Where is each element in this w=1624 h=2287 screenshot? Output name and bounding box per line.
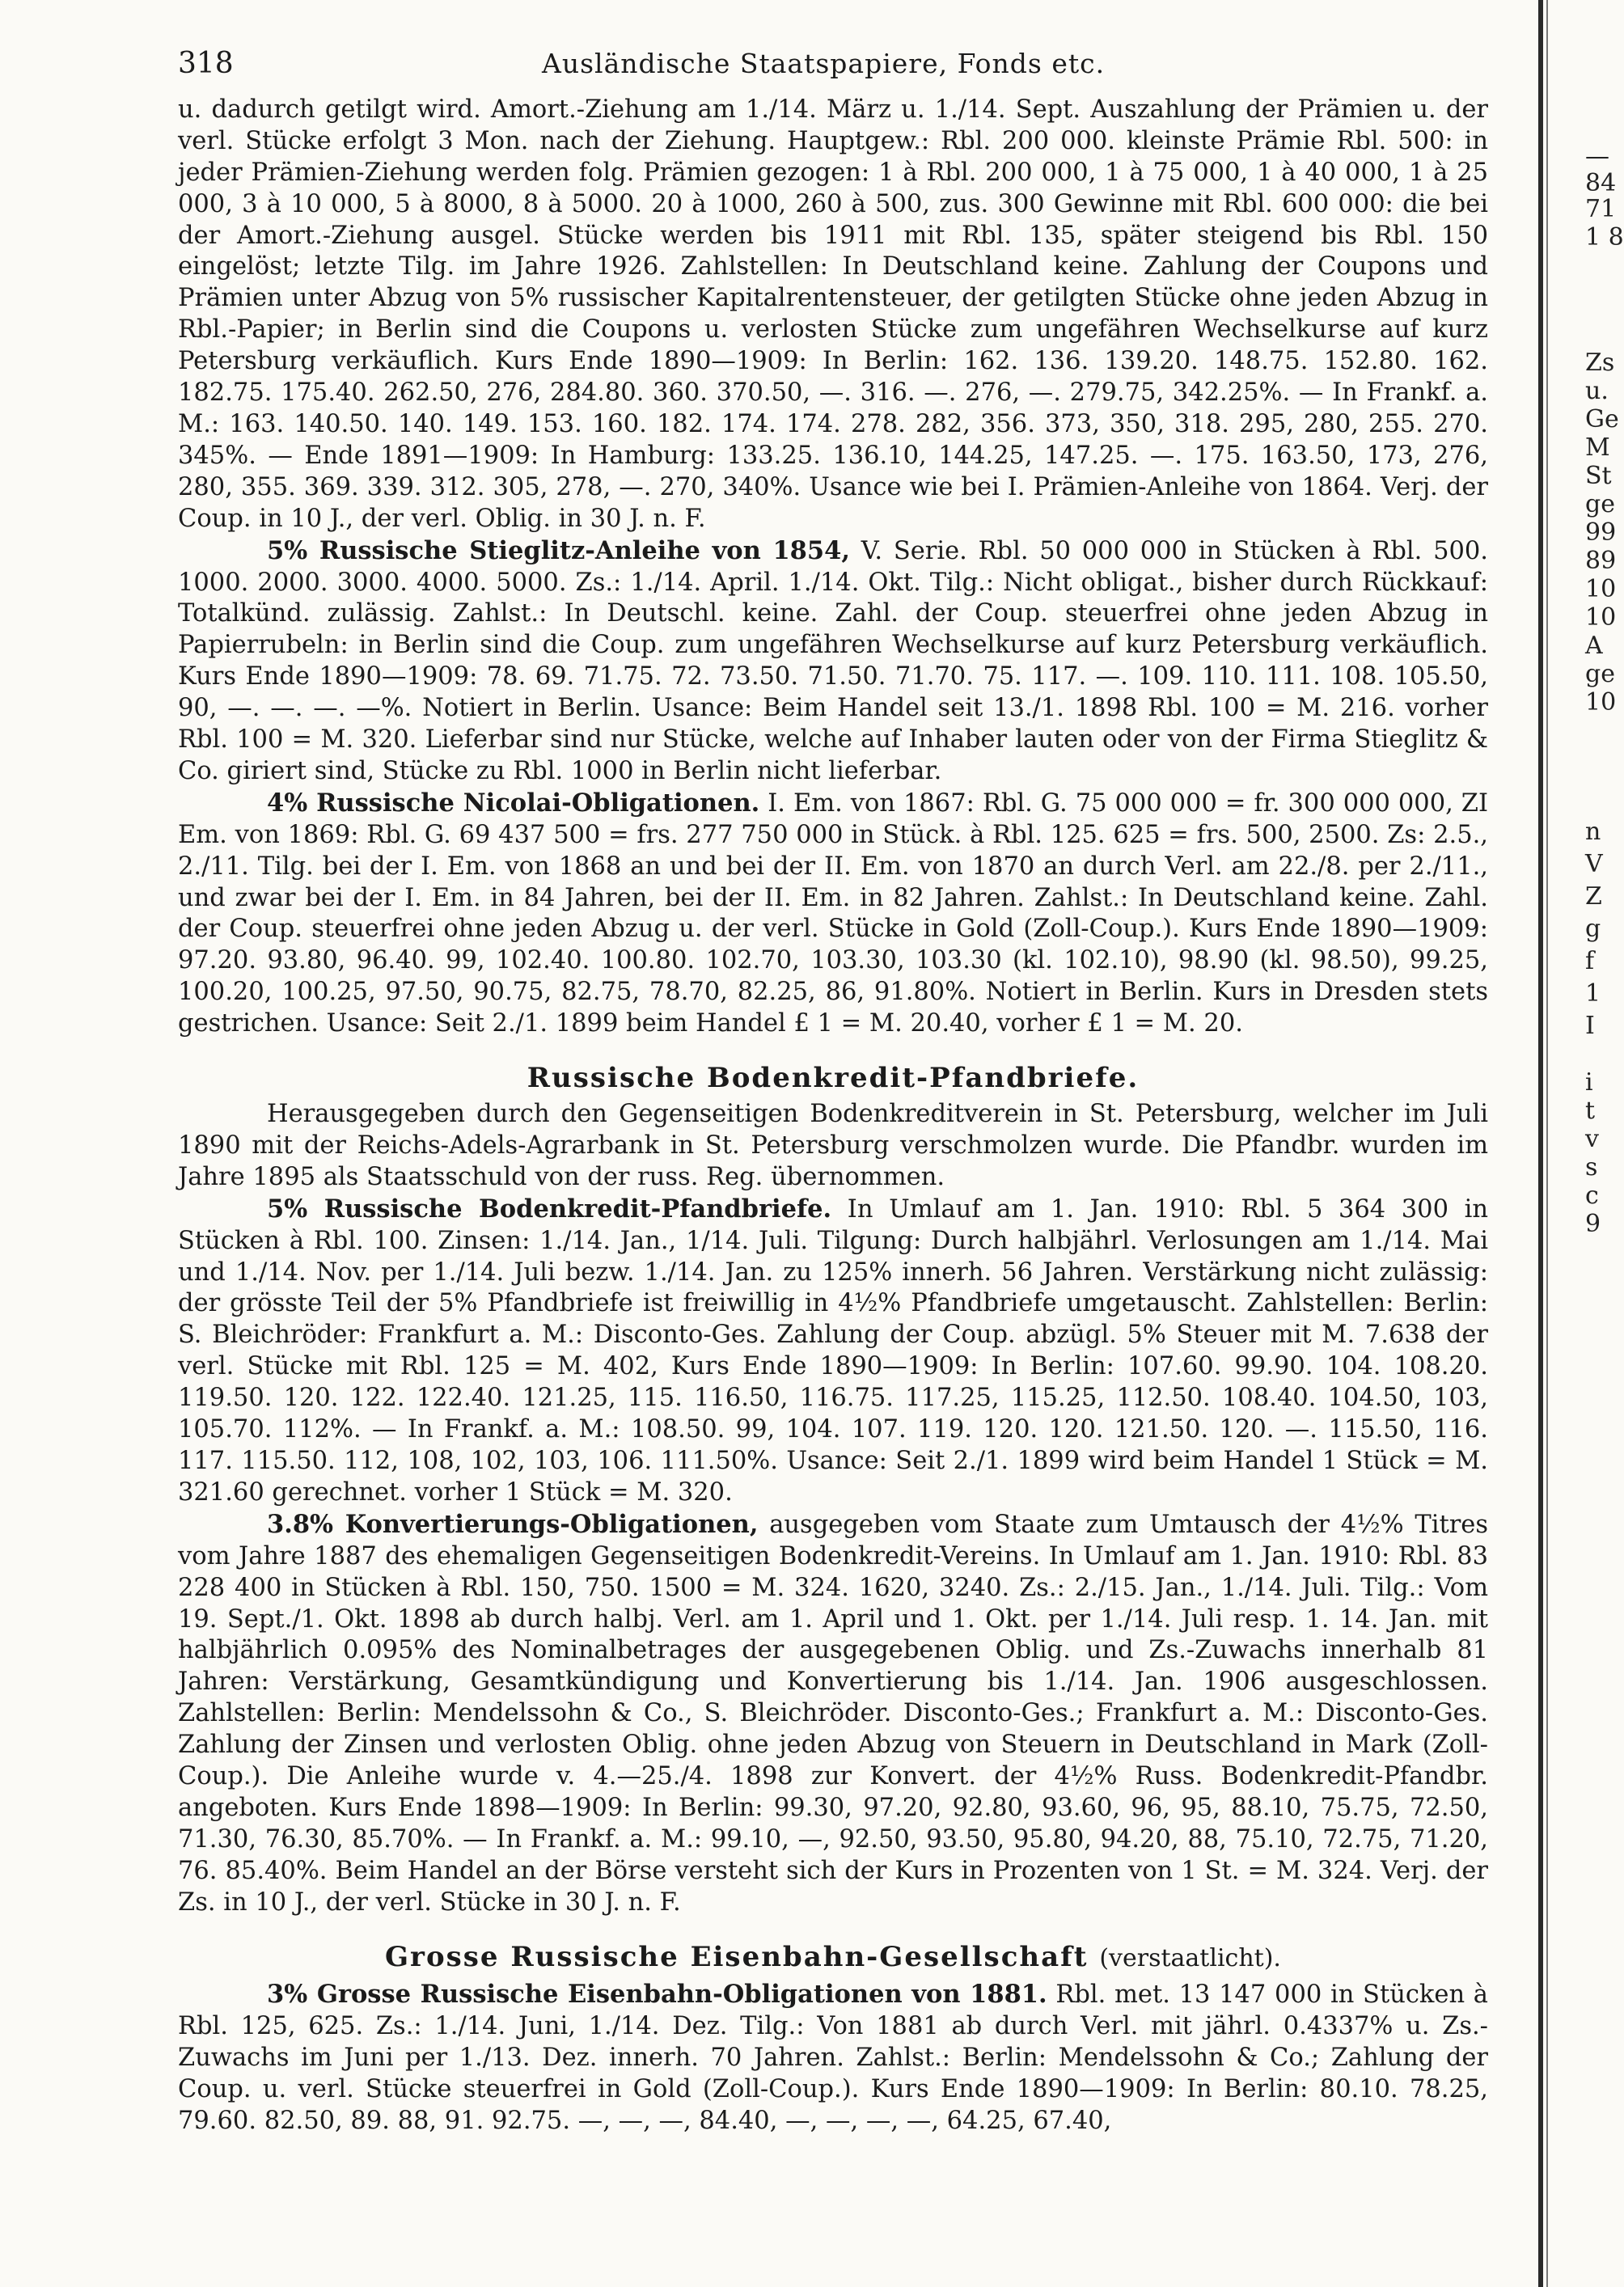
margin-fragment: 99 (1585, 518, 1617, 547)
margin-fragment: i (1585, 1068, 1593, 1097)
margin-fragment: ge (1585, 660, 1615, 688)
entry-body-bodenkredit: In Umlauf am 1. Jan. 1910: Rbl. 5 364 300 in Stücken à Rbl. 100. Zinsen: 1./14. Jan., 1/14. Juli. Tilgung: Durch halbjährl. Verlosungen am 1./14. Mai und 1./14. Nov. per 1./14. Juli bezw. 1./14. Jan. zu 125% innerh. 56 Jahren. Verstärkung nicht zulässig: der grösste Teil der 5% Pfandbriefe ist freiwillig in 4½% Pfandbriefe umgetauscht. Zahlstellen: Berlin: S. Bleichröder: Frankfurt a. M.: Disconto-Ges. Zahlung der Coup. abzügl. 5% Steuer mit M. 7.638 der verl. Stücke mit Rbl. 125 = M. 402, Kurs Ende 1890—1909: In Berlin: 107.60. 99.90. 104. 108.20. 119.50. 120. 122. 122.40. 121.25, 115. 116.50, 116.75. 117.25, 115.25, 112.50. 108.40. 104.50, 103, 105.70. 112%. — In Frankf. a. M.: 108.50. 99, 104. 107. 119. 120. 120. 121.50. 120. —. 115.50, 116. 117. 115.50. 112, 108, 102, 103, 106. 111.50%. Usance: Seit 2./1. 1899 wird beim Handel 1 Stück = M. 321.60 gerechnet. vorher 1 Stück = M. 320. (178, 1194, 1488, 1507)
margin-fragment: V (1585, 850, 1603, 878)
margin-fragment: Ge (1585, 405, 1619, 433)
entry-heading-eisenbahn: 3% Grosse Russische Eisenbahn-Obligationen von 1881. (267, 1980, 1047, 2010)
margin-fragment: 10 (1585, 575, 1617, 603)
margin-fragment: 84 (1585, 169, 1617, 197)
margin-fragment: St (1585, 462, 1612, 490)
section-title-eisenbahn-text: Grosse Russische Eisenbahn-Gesellschaft (385, 1940, 1089, 1973)
margin-fragment: 71 (1585, 195, 1617, 223)
margin-fragment: c (1585, 1182, 1599, 1210)
paragraph-bodenkredit-intro: Herausgegeben durch den Gegenseitigen Bodenkreditverein in St. Petersburg, welcher im Juli 1890 mit der Reichs-Adels-Agrarbank in St. Petersburg verschmolzen wurde. Die Pfandbr. wurden im Jahre 1895 als Staatsschuld von der russ. Reg. übernommen. (178, 1100, 1488, 1191)
paragraph-stieglitz (178, 535, 1488, 788)
margin-fragment: ge (1585, 490, 1615, 518)
margin-fragment: v (1585, 1125, 1599, 1153)
entry-body-eisenbahn: Rbl. met. 13 147 000 in Stücken à Rbl. 125, 625. Zs.: 1./14. Juni, 1./14. Dez. Tilg.: Von 1881 ab durch Verl. mit jährl. 0.4337% u. Zs.-Zuwachs im Juni per 1./13. Dez. innerh. 70 Jahren. Zahlst.: Berlin: Mendelssohn & Co.; Zahlung der Coup. u. verl. Stücke steuerfrei in Gold (Zoll-Coup.). Kurs Ende 1890—1909: In Berlin: 80.10. 78.25, 79.60. 82.50, 89. 88, 91. 92.75. —, —, —, 84.40, —, —, —, —, 64.25, 67.40, (178, 1981, 1488, 2136)
paragraph-eisenbahn-obligationen (178, 1979, 1488, 2137)
page-content (178, 49, 1488, 2137)
margin-fragment: 1 (1585, 979, 1601, 1008)
gutter-rule (1538, 0, 1543, 2287)
page-header (178, 49, 1488, 80)
margin-fragment: Zs (1585, 349, 1615, 377)
gutter-rule-thin (1546, 0, 1548, 2287)
margin-fragment: 10 (1585, 688, 1617, 717)
paragraph-praemien-continuation: u. dadurch getilgt wird. Amort.-Ziehung am 1./14. März u. 1./14. Sept. Auszahlung der Prämien u. der verl. Stücke erfolgt 3 Mon. nach der Ziehung. Hauptgew.: Rbl. 200 000. kleinste Prämie Rbl. 500: in jeder Prämien-Ziehung werden folg. Prämien gezogen: 1 à Rbl. 200 000, 1 à 75 000, 1 à 40 000, 1 à 25 000, 3 à 10 000, 5 à 8000, 8 à 5000. 20 à 1000, 260 à 500, zus. 300 Gewinne mit Rbl. 600 000: die bei der Amort.-Ziehung ausgel. Stücke werden bis 1911 mit Rbl. 135, später steigend bis Rbl. 150 eingelöst; letzte Tilg. im Jahre 1926. Zahlstellen: In Deutschland keine. Zahlung der Coupons und Prämien unter Abzug von 5% russischer Kapitalrentensteuer, der getilgten Stücke ohne jeden Abzug in Rbl.-Papier; in Berlin sind die Coupons u. verlosten Stücke zum ungefähren Wechselkurse auf kurz Petersburg verkäuflich. Kurs Ende 1890—1909: In Berlin: 162. 136. 139.20. 148.75. 152.80. 162. 182.75. 175.40. 262.50, 276, 284.80. 360. 370.50, —. 316. —. 276, —. 279.75, 342.25%. — In Frankf. a. M.: 163. 140.50. 140. 149. 153. 160. 182. 174. 174. 278. 282, 356. 373, 350, 318. 295, 280, 255. 270. 345%. — Ende 1891—1909: In Hamburg: 133.25. 136.10, 144.25, 147.25. —. 175. 163.50, 173, 276, 280, 355. 369. 339. 312. 305, 278, —. 270, 340%. Usance wie bei I. Prämien-Anleihe von 1864. Verj. der Coup. in 10 J., der verl. Oblig. in 30 J. n. F. (178, 95, 1488, 533)
margin-fragment: g (1585, 915, 1601, 943)
margin-fragment: 1 8 (1585, 223, 1624, 252)
entry-body-konvertierung: ausgegeben vom Staate zum Umtausch der 4½% Titres vom Jahre 1887 des ehemaligen Gegenseitigen Bodenkredit-Vereins. In Umlauf am 1. Jan. 1910: Rbl. 83 228 400 in Stücken à Rbl. 150, 750. 1500 = M. 324. 1620, 3240. Zs.: 2./15. Jan., 1./14. Juli. Tilg.: Vom 19. Sept./1. Okt. 1898 ab durch halbj. Verl. am 1. April und 1. Okt. per 1./14. Juli resp. 1. 14. Jan. mit halbjährlich 0.095% des Nominalbetrages der ausgegebenen Oblig. und Zs.-Zuwachs innerhalb 81 Jahren: Verstärkung, Gesamtkündigung und Konvertierung bis 1./14. Jan. 1906 ausgeschlossen. Zahlstellen: Berlin: Mendelssohn & Co., S. Bleichröder. Disconto-Ges.; Frankfurt a. M.: Disconto-Ges. Zahlung der Zinsen und verlosten Oblig. ohne jeden Abzug von Steuern in Deutschland in Mark (Zoll-Coup.). Die Anleihe wurde v. 4.—25./4. 1898 zur Konvert. der 4½% Russ. Bodenkredit-Pfandbr. angeboten. Kurs Ende 1898—1909: In Berlin: 99.30, 97.20, 92.80, 93.60, 96, 95, 88.10, 75.75, 72.50, 71.30, 76.30, 85.70%. — In Frankf. a. M.: 99.10, —, 92.50, 93.50, 95.80, 94.20, 88, 75.10, 72.75, 71.20, 76. 85.40%. Beim Handel an der Börse versteht sich der Kurs in Prozenten von 1 St. = M. 324. Verj. der Zs. in 10 J., der verl. Stücke in 30 J. n. F. (178, 1510, 1489, 1917)
margin-fragment: f (1585, 947, 1595, 975)
margin-fragment: M (1585, 433, 1610, 462)
margin-fragment: 89 (1585, 547, 1617, 575)
section-title-bodenkredit: Russische Bodenkredit-Pfandbriefe. (527, 1062, 1140, 1095)
entry-heading-nicolai: 4% Russische Nicolai-Obligationen. (267, 788, 760, 818)
entry-heading-stieglitz: 5% Russische Stieglitz-Anleihe von 1854, (267, 535, 850, 565)
page-number: 318 (178, 47, 234, 80)
margin-fragment: — (1585, 142, 1609, 171)
running-title: Ausländische Staatspapiere, Fonds etc. (542, 48, 1106, 79)
adjacent-page-margin (1585, 0, 1624, 2287)
entry-heading-konvertierung: 3.8% Konvertierungs-Obligationen, (267, 1509, 759, 1539)
section-subtitle-eisenbahn: (verstaatlicht). (1099, 1943, 1281, 1972)
margin-fragment: n (1585, 818, 1601, 846)
entry-body-stieglitz: V. Serie. Rbl. 50 000 000 in Stücken à Rbl. 500. 1000. 2000. 3000. 4000. 5000. Zs.: 1./14. April. 1./14. Okt. Tilg.: Nicht obligat., bisher durch Rückkauf: Totalkünd. zulässig. Zahlst.: In Deutschl. keine. Zahl. der Coup. steuerfrei ohne jeden Abzug in Papierrubeln: in Berlin sind die Coup. zum ungefähren Wechselkurse auf kurz Petersburg verkäuflich. Kurs Ende 1890—1909: 78. 69. 71.75. 72. 73.50. 71.50. 71.70. 75. 117. —. 109. 110. 111. 108. 105.50, 90, —. —. —. —%. Notiert in Berlin. Usance: Beim Handel seit 13./1. 1898 Rbl. 100 = M. 216. vorher Rbl. 100 = M. 320. Lieferbar sind nur Stücke, welche auf Inhaber lauten oder von der Firma Stieglitz & Co. giriert sind, Stücke zu Rbl. 1000 in Berlin nicht lieferbar. (178, 536, 1489, 785)
section-title-eisenbahn (178, 1942, 1488, 1975)
margin-fragment: Z (1585, 882, 1602, 911)
paragraph-nicolai (178, 788, 1488, 1040)
entry-heading-bodenkredit: 5% Russische Bodenkredit-Pfandbriefe. (267, 1194, 832, 1224)
margin-fragment: 10 (1585, 603, 1617, 632)
margin-fragment: t (1585, 1097, 1596, 1125)
margin-fragment: 9 (1585, 1210, 1601, 1238)
margin-fragment: I (1585, 1012, 1595, 1040)
entry-body-nicolai: I. Em. von 1867: Rbl. G. 75 000 000 = fr. 300 000 000, ZI Em. von 1869: Rbl. G. 69 437 500 = frs. 277 750 000 in Stück. à Rbl. 125. 625 = frs. 500, 2500. Zs: 2.5., 2./11. Tilg. bei der I. Em. von 1868 an und bei der II. Em. von 1870 an durch Verl. am 22./8. per 2./11., und zwar bei der I. Em. in 84 Jahren, bei der II. Em. in 82 Jahren. Zahlst.: In Deutschland keine. Zahl. der Coup. steuerfrei ohne jeden Abzug u. der verl. Stücke in Gold (Zoll-Coup.). Kurs Ende 1890—1909: 97.20. 93.80, 96.40. 99, 102.40. 100.80. 102.70, 103.30, 103.30 (kl. 102.10), 98.90 (kl. 98.50), 99.25, 100.20, 100.25, 97.50, 90.75, 82.75, 78.70, 82.25, 86, 91.80%. Notiert in Berlin. Kurs in Dresden stets gestrichen. Usance: Seit 2./1. 1899 beim Handel £ 1 = M. 20.40, vorher £ 1 = M. 20. (178, 788, 1488, 1038)
paragraph-konvertierung (178, 1509, 1488, 1919)
paragraph-bodenkredit-pfandbriefe (178, 1194, 1488, 1509)
margin-fragment: u. (1585, 377, 1609, 405)
margin-fragment: s (1585, 1153, 1598, 1182)
margin-fragment: A (1585, 632, 1603, 660)
